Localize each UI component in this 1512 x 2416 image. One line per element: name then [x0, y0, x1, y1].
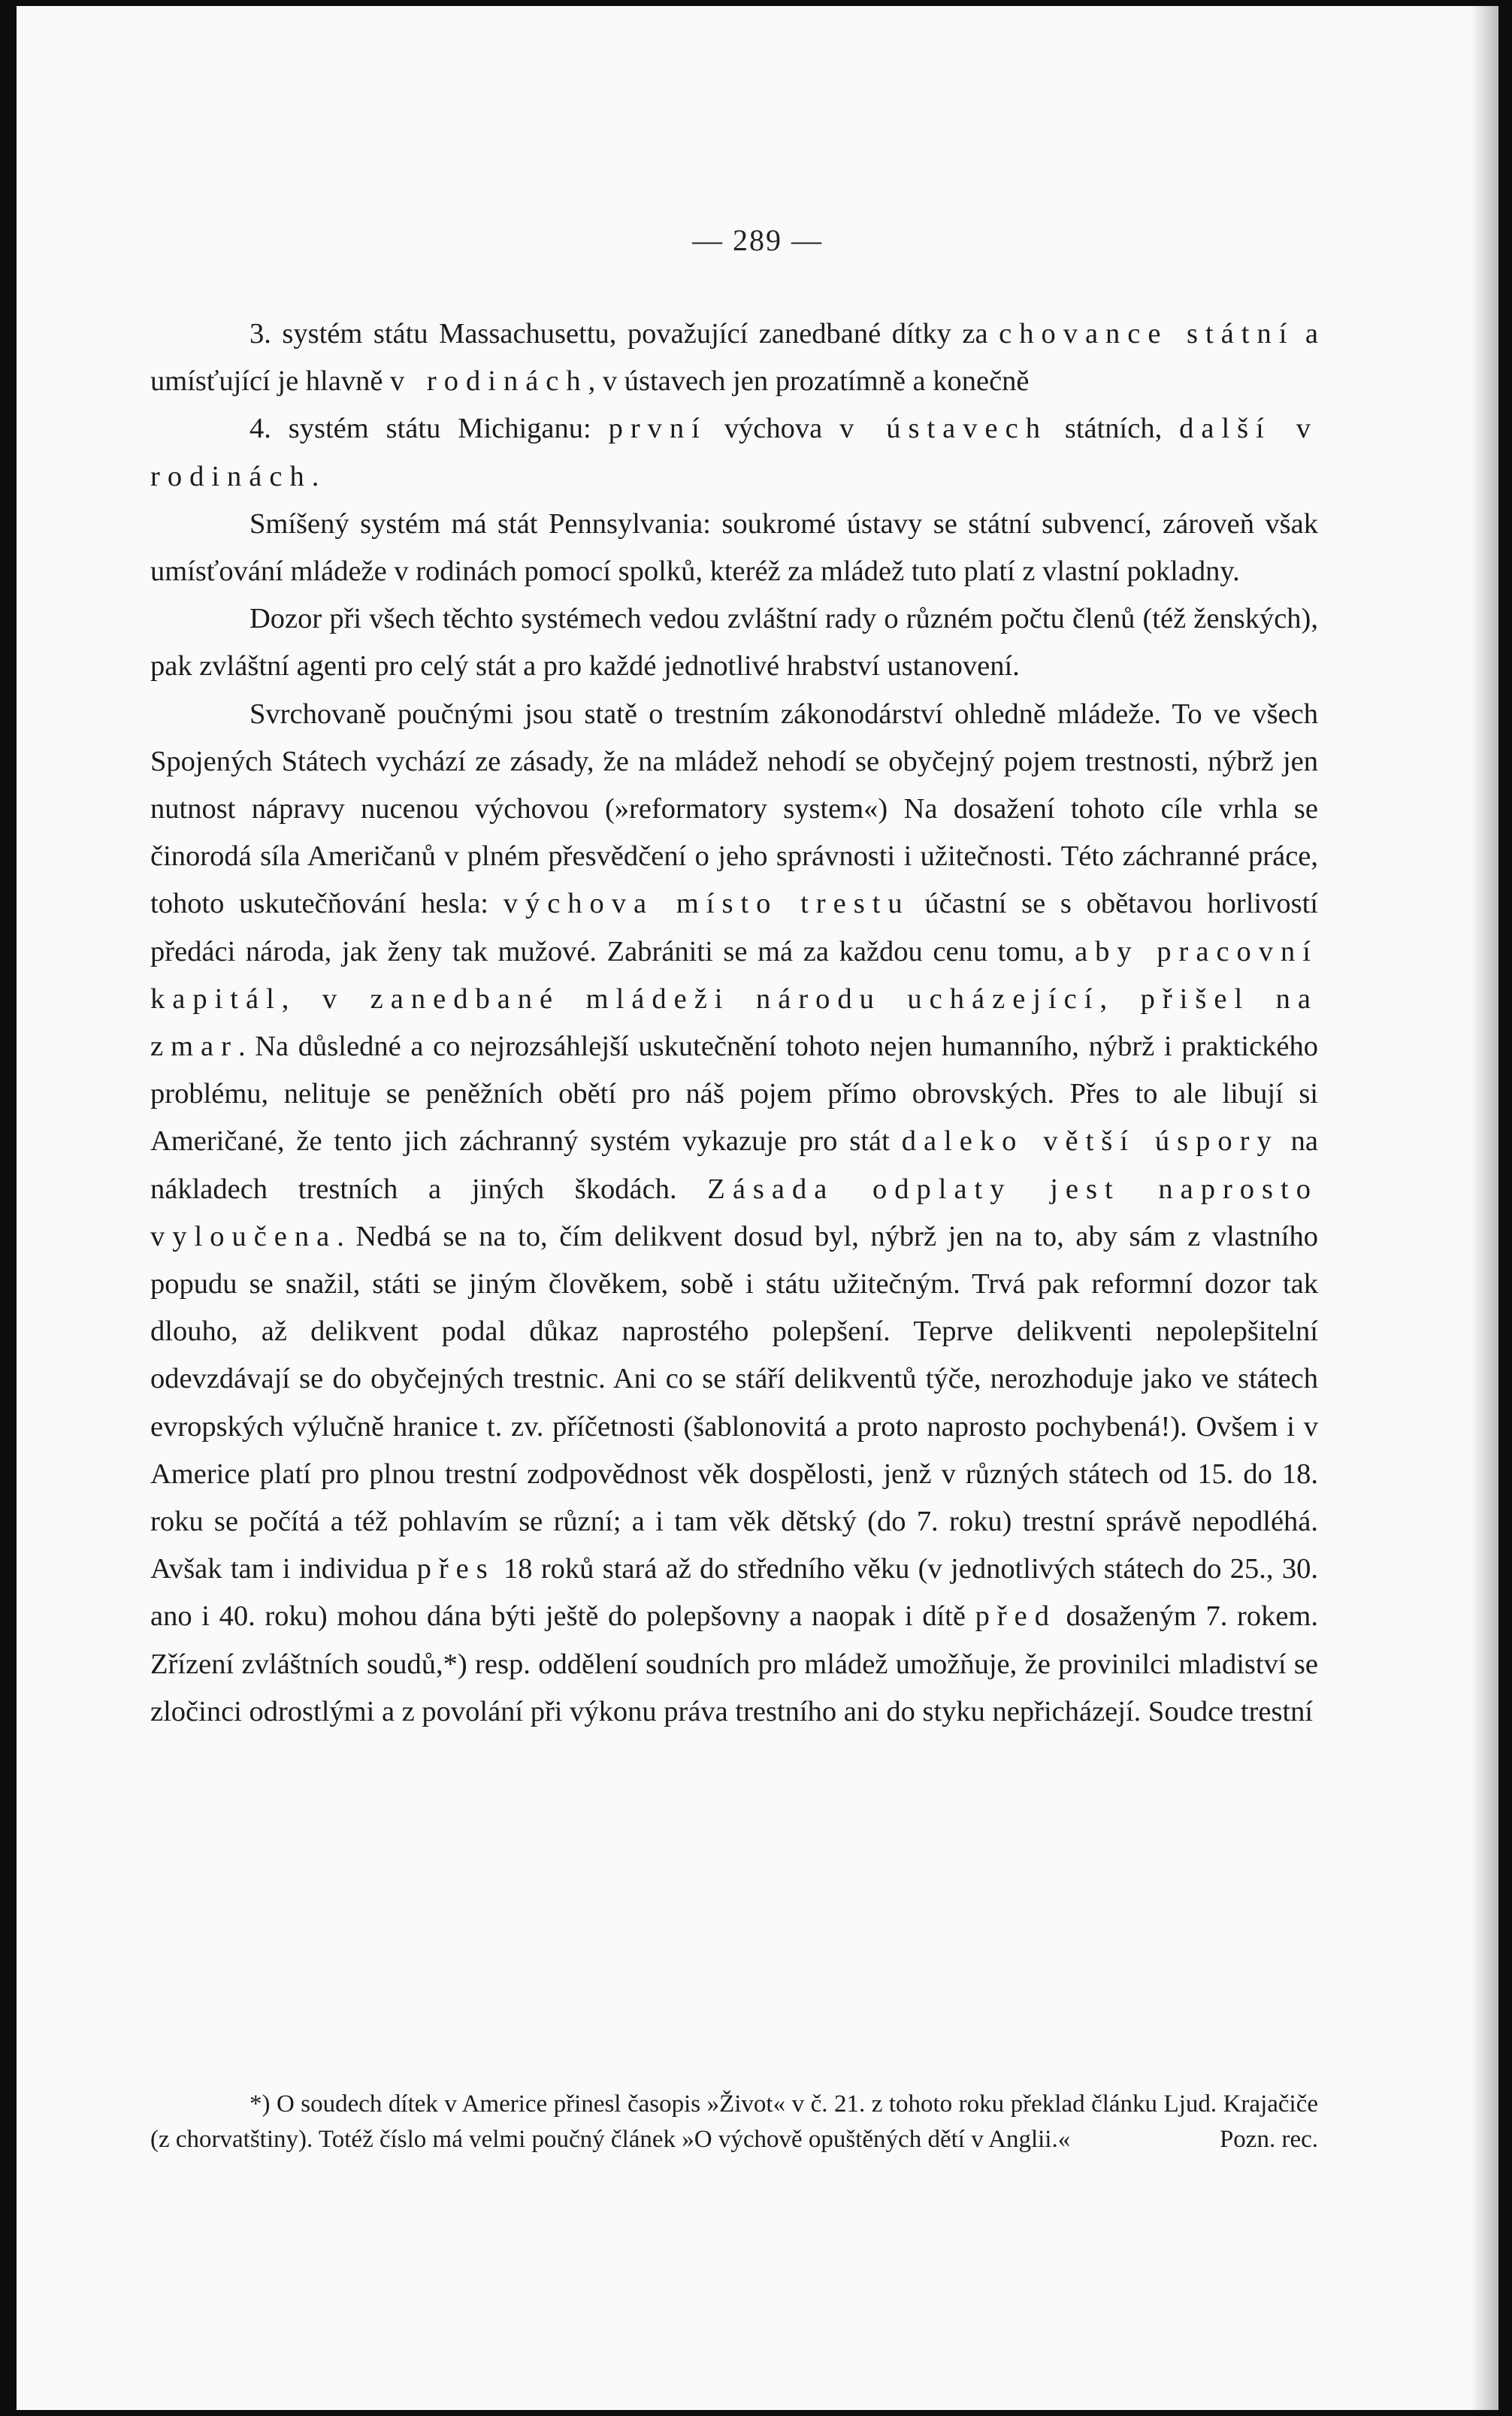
paragraph	[150, 310, 1318, 405]
paragraph	[150, 405, 1318, 500]
text-run: 18 roků stará až do středního věku (v jednotlivých státech do 25., 30. ano i 40. roku) mohou dána býti ještě do polepšovny a naopak i dítě	[150, 1553, 1318, 1633]
emphasis-text: chovance státní	[999, 318, 1295, 350]
text-run: a umísťující je hlavně	[150, 318, 1319, 398]
paragraph	[150, 501, 1318, 595]
text-run: na nákladech trestních a jiných škodách.	[150, 1125, 1319, 1205]
emphasis-text: aby pracovní kapitál, v zanedbané mládeži národu ucházející, přišel na zmar	[150, 935, 1318, 1063]
text-run: 3. systém státu Massachusettu, považující zanedbané dítky za	[249, 318, 999, 350]
page-number: — 289 —	[692, 223, 823, 257]
text-run: Svrchovaně poučnými jsou statě o trestním zákonodárství ohledně mládeže. To ve všech Spojených Státech vychází ze zásady, že na mládež nehodí se obyčejný pojem trestnosti, nýbrž jen nutnost nápravy nucenou výchovou (»reformatory system«) Na dosažení tohoto cíle vrhla se činorodá síla Američanů v plném přesvědčení o jeho správnosti i užitečnosti. Této záchranné práce, tohoto uskutečňování hesla:	[150, 698, 1318, 920]
footnote-paragraph	[150, 2087, 1318, 2157]
body-text	[150, 310, 1318, 1736]
emphasis-text: v rodinách	[390, 365, 588, 398]
paragraph	[150, 595, 1318, 690]
text-run: 4. systém státu Michiganu:	[249, 413, 609, 445]
emphasis-text: Zásada odplaty jest naprosto vyloučena	[150, 1173, 1318, 1252]
footnote	[150, 2087, 1318, 2157]
page-edge-shadow	[1471, 6, 1498, 2410]
emphasis-text: před	[975, 1600, 1057, 1633]
footnote-signature: Pozn. rec.	[1219, 2126, 1318, 2153]
emphasis-text: výchova místo trestu	[503, 888, 910, 920]
text-run: dosaženým 7. rokem. Zřízení zvláštních soudů,*) resp. oddělení soudních pro mládež umožňuje, že provinilci mladiství se zločinci odrostlými a z povolání při výkonu práva trestního ani do styku nepřicházejí. Soudce trestní	[150, 1600, 1318, 1727]
text-run: . Nedbá se na to, čím delikvent dosud byl, nýbrž jen na to, aby sám z vlastního popudu se snažil, státi se jiným člověkem, sobě i státu užitečným. Trvá pak reformní dozor tak dlouho, až delikvent podal důkaz naprostého polepšení. Teprve delikventi nepolepšitelní odevzdávají se do obyčejných trestnic. Ani co se stáří delikventů týče, nerozhoduje jako ve státech evropských výlučně hranice t. zv. příčetnosti (šablonovitá a proto naprosto pochybená!). Ovšem i v Americe platí pro plnou trestní zodpovědnost věk dospělosti, jenž v různých státech od 15. do 18. roku se počítá a též pohlavím se různí; a i tam věk dětský (do 7. roku) trestní správě nepodléhá. Avšak tam i individua	[150, 1220, 1318, 1585]
emphasis-text: daleko větší úspory	[901, 1125, 1279, 1158]
book-page	[17, 6, 1498, 2410]
emphasis-text: další v rodinách	[150, 413, 1318, 492]
text-run: .	[311, 460, 319, 492]
text-run: , v ústavech jen prozatímně a konečně	[588, 365, 1030, 398]
text-run: Dozor při všech těchto systémech vedou zvláštní rady o různém počtu členů (též ženských), pak zvláštní agenti pro celý stát a pro každé jednotlivé hrabství ustanovení.	[150, 603, 1318, 683]
text-run: . Na důsledné a co nejrozsáhlejší uskutečnění tohoto nejen humanního, nýbrž i praktického problému, nelituje se peněžních obětí pro náš pojem přímo obrovských. Přes to ale libují si Američané, že tento jich záchranný systém vykazuje pro stát	[150, 1031, 1318, 1158]
footnote-text: *) O soudech dítek v Americe přinesl časopis »Život« v č. 21. z tohoto roku překlad článku Ljud. Krajačiče (z chorvatštiny). Totéž číslo má velmi poučný článek »O výchově opuštěných dětí v Anglii.«	[150, 2091, 1318, 2153]
emphasis-text: první	[608, 413, 707, 445]
text-run: výchova	[706, 413, 840, 445]
text-run: státních,	[1047, 413, 1180, 445]
emphasis-text: přes	[416, 1553, 495, 1585]
paragraph	[150, 691, 1318, 1736]
emphasis-text: v ústavech	[839, 413, 1048, 445]
text-run: účastní se s obětavou horlivostí předáci národa, jak ženy tak mužové. Zabrániti se má za každou cenu tomu,	[150, 888, 1318, 967]
text-run: Smíšený systém má stát Pennsylvania: soukromé ústavy se státní subvencí, zároveň však umísťování mládeže v rodinách pomocí spolků, kteréž za mládež tuto platí z vlastní pokladny.	[150, 507, 1318, 588]
